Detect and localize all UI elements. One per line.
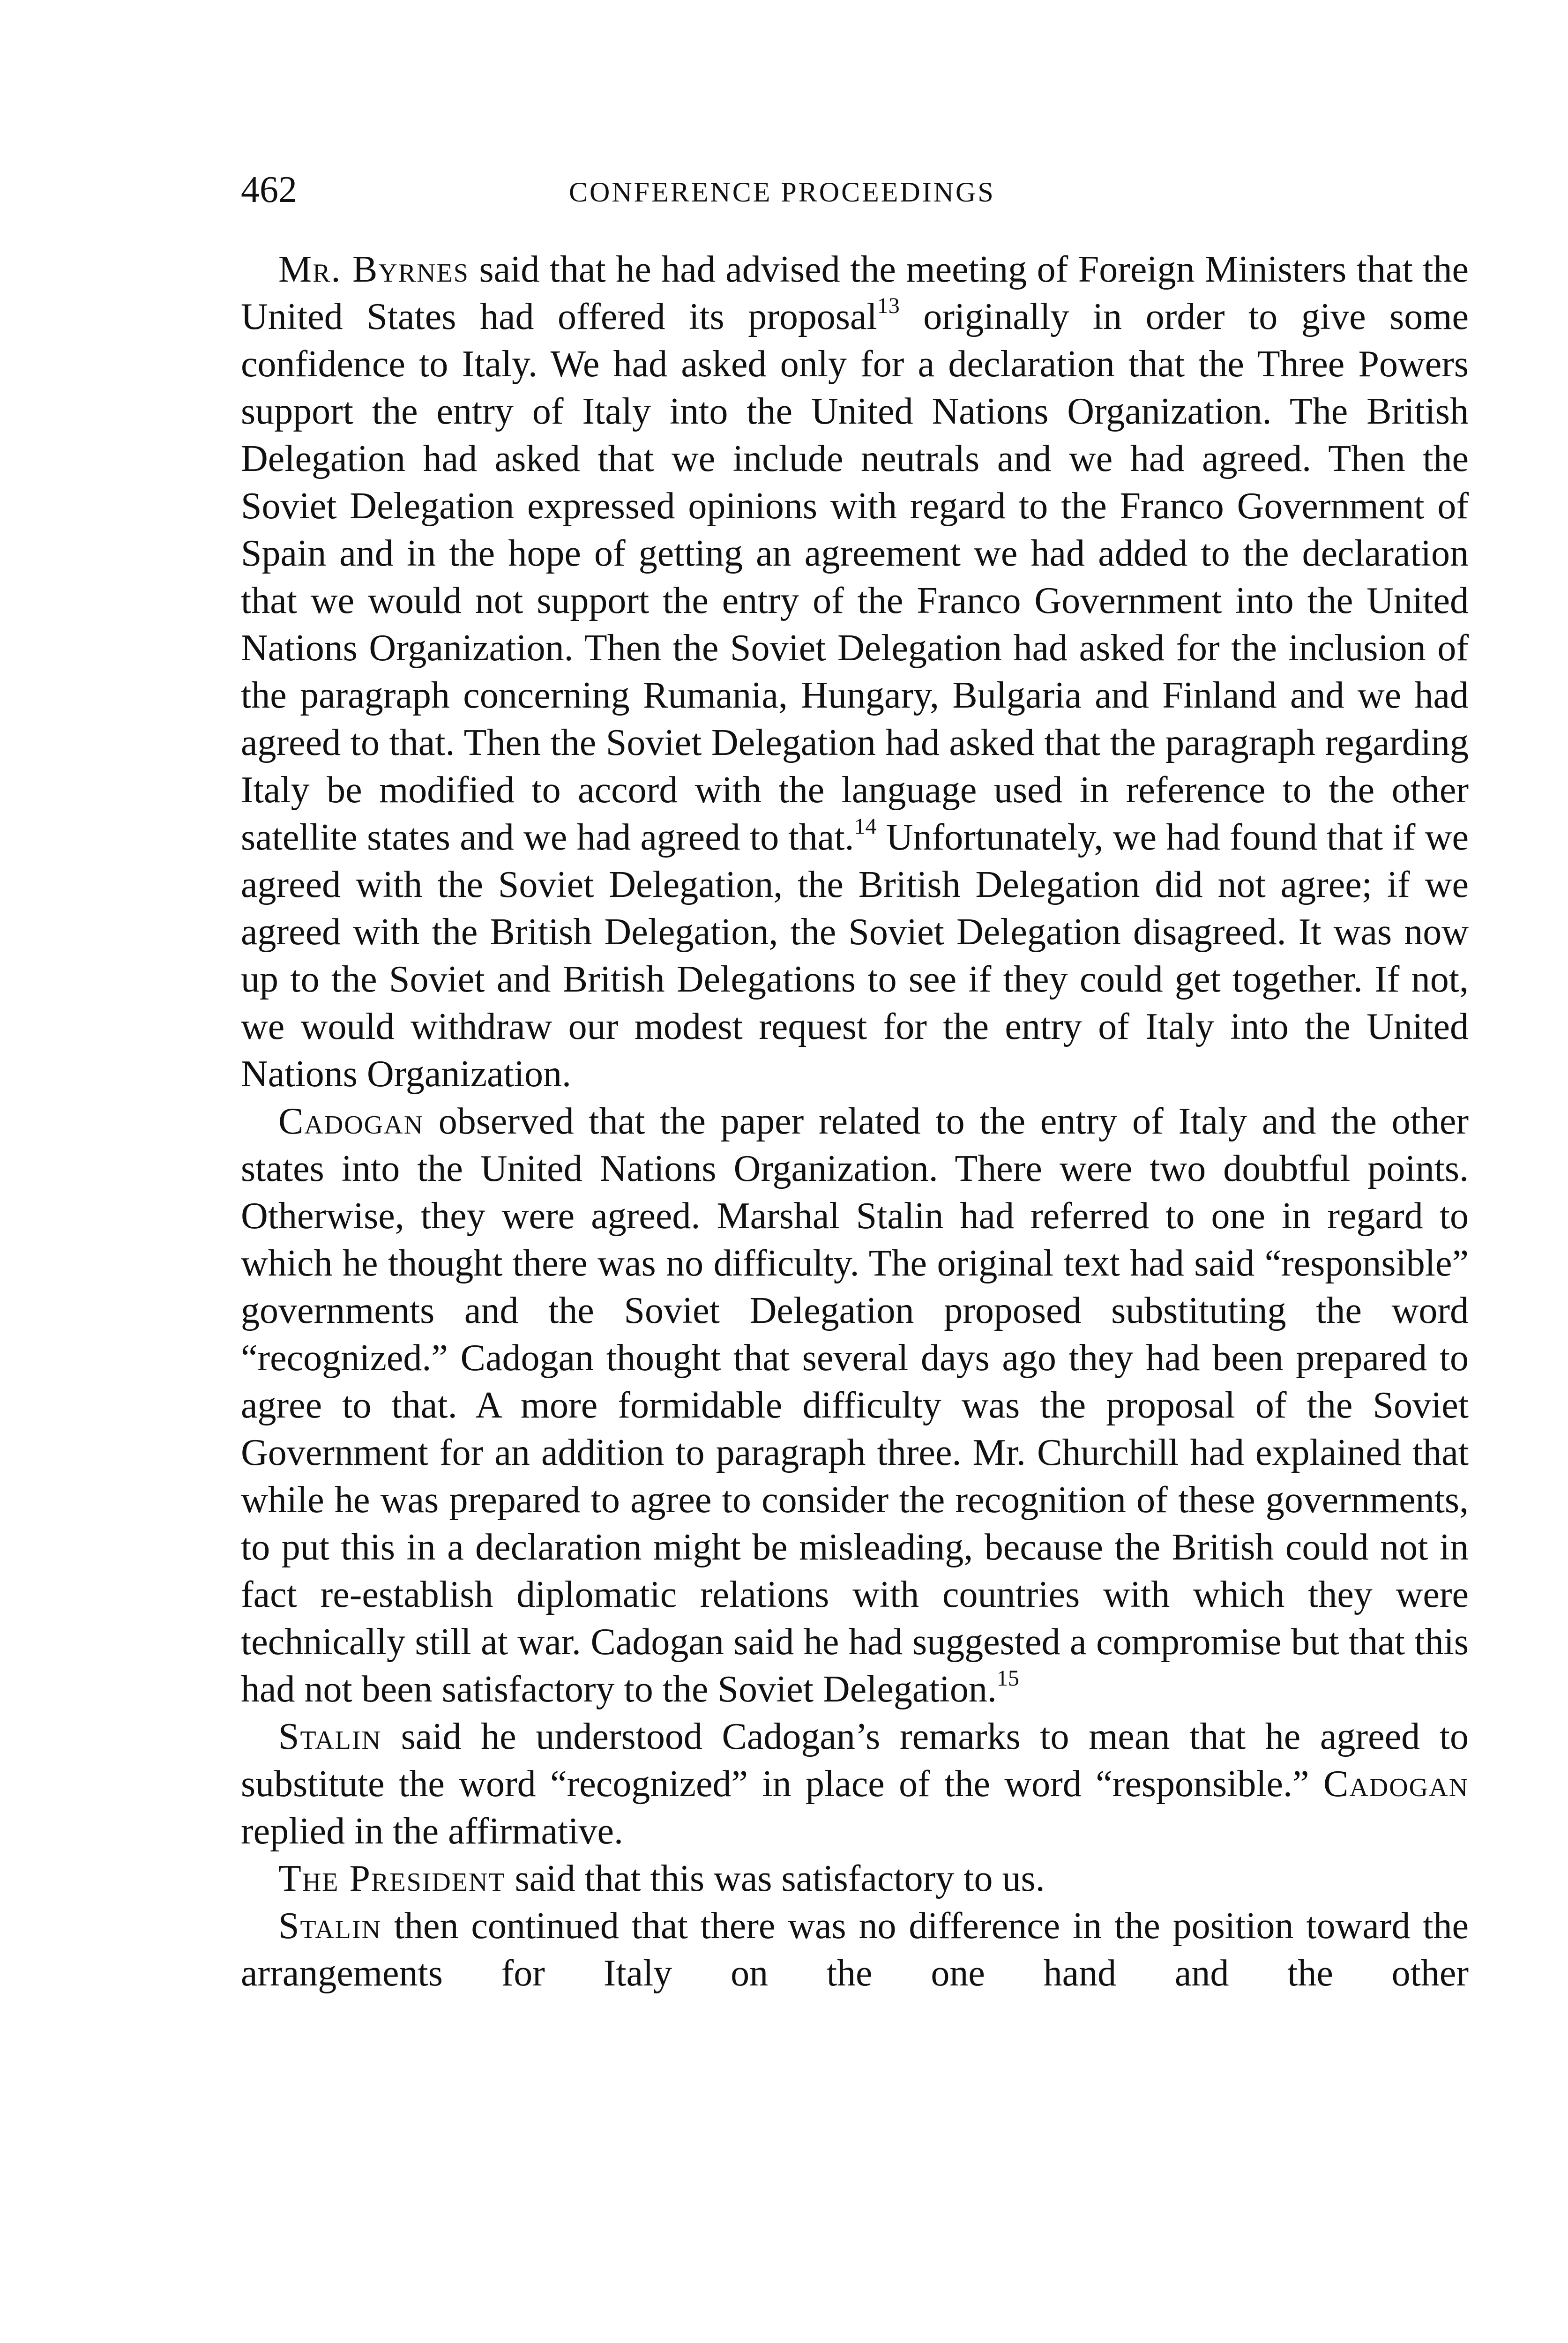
footnote-reference[interactable]: 15 (996, 1666, 1019, 1691)
body-text (241, 246, 1469, 1997)
paragraph-byrnes (241, 246, 1469, 1098)
paragraph-text: said that he had advised the meeting of Foreign Ministers that the United States had offered its proposal (241, 249, 1469, 337)
paragraph-president (241, 1855, 1469, 1903)
speaker-name: The President (278, 1858, 506, 1899)
paragraph-stalin-continued (241, 1903, 1469, 1997)
speaker-name: Mr. Byrnes (278, 249, 469, 290)
footnote-reference[interactable]: 14 (854, 814, 877, 839)
page-header (241, 164, 1478, 216)
paragraph-text: replied in the affirmative. (241, 1811, 623, 1852)
speaker-name: Cadogan (278, 1101, 424, 1142)
paragraph-text: then continued that there was no difference in the position toward the arrangements for Italy on the one hand and the other (241, 1905, 1469, 1994)
speaker-name: Stalin (278, 1716, 381, 1757)
paragraph-text: said he understood Cadogan’s remarks to mean that he agreed to substitute the word “recognized” in place of the word “responsible.” (241, 1716, 1469, 1805)
page-number: 462 (241, 169, 297, 210)
speaker-name: Cadogan (1323, 1763, 1469, 1805)
paragraph-text: Unfortunately, we had found that if we agreed with the Soviet Delegation, the British Delegation did not agree; if we agreed with the British Delegation, the Soviet Delegation disagreed. It was now up to the Soviet and British Delegations to see if they could get together. If not, we would withdraw our modest request for the entry of Italy into the United Nations Organization. (241, 817, 1469, 1095)
running-head: CONFERENCE PROCEEDINGS (569, 177, 995, 208)
paragraph-cadogan (241, 1098, 1469, 1713)
speaker-name: Stalin (278, 1905, 381, 1947)
paragraph-text: originally in order to give some confidence to Italy. We had asked only for a declaration that the Three Powers support the entry of Italy into the United Nations Organization. The British Delegation had asked that we include neutrals and we had agreed. Then the Soviet Delegation expressed opinions with regard to the Franco Government of Spain and in the hope of getting an agreement we had added to the declaration that we would not support the entry of the Franco Government into the United Nations Organization. Then the Soviet Delegation had asked for the inclusion of the paragraph concerning Rumania, Hungary, Bulgaria and Finland and we had agreed to that. Then the Soviet Delegation had asked that the paragraph regarding Italy be modified to accord with the language used in reference to the other satellite states and we had agreed to that. (241, 296, 1469, 858)
paragraph-text: said that this was satisfactory to us. (515, 1858, 1045, 1899)
paragraph-text: observed that the paper related to the entry of Italy and the other states into the United Nations Organization. There were two doubtful points. Otherwise, they were agreed. Marshal Stalin had referred to one in regard to which he thought there was no difficulty. The original text had said “responsible” governments and the Soviet Delegation proposed substituting the word “recognized.” Cadogan thought that several days ago they had been prepared to agree to that. A more formidable difficulty was the proposal of the Soviet Government for an addition to paragraph three. Mr. Churchill had explained that while he was prepared to agree to consider the recognition of these governments, to put this in a declaration might be misleading, because the British could not in fact re-establish diplomatic relations with countries with which they were technically still at war. Cadogan said he had suggested a compromise but that this had not been satisfactory to the Soviet Delegation. (241, 1101, 1469, 1710)
footnote-reference[interactable]: 13 (877, 293, 900, 319)
paragraph-stalin (241, 1713, 1469, 1855)
